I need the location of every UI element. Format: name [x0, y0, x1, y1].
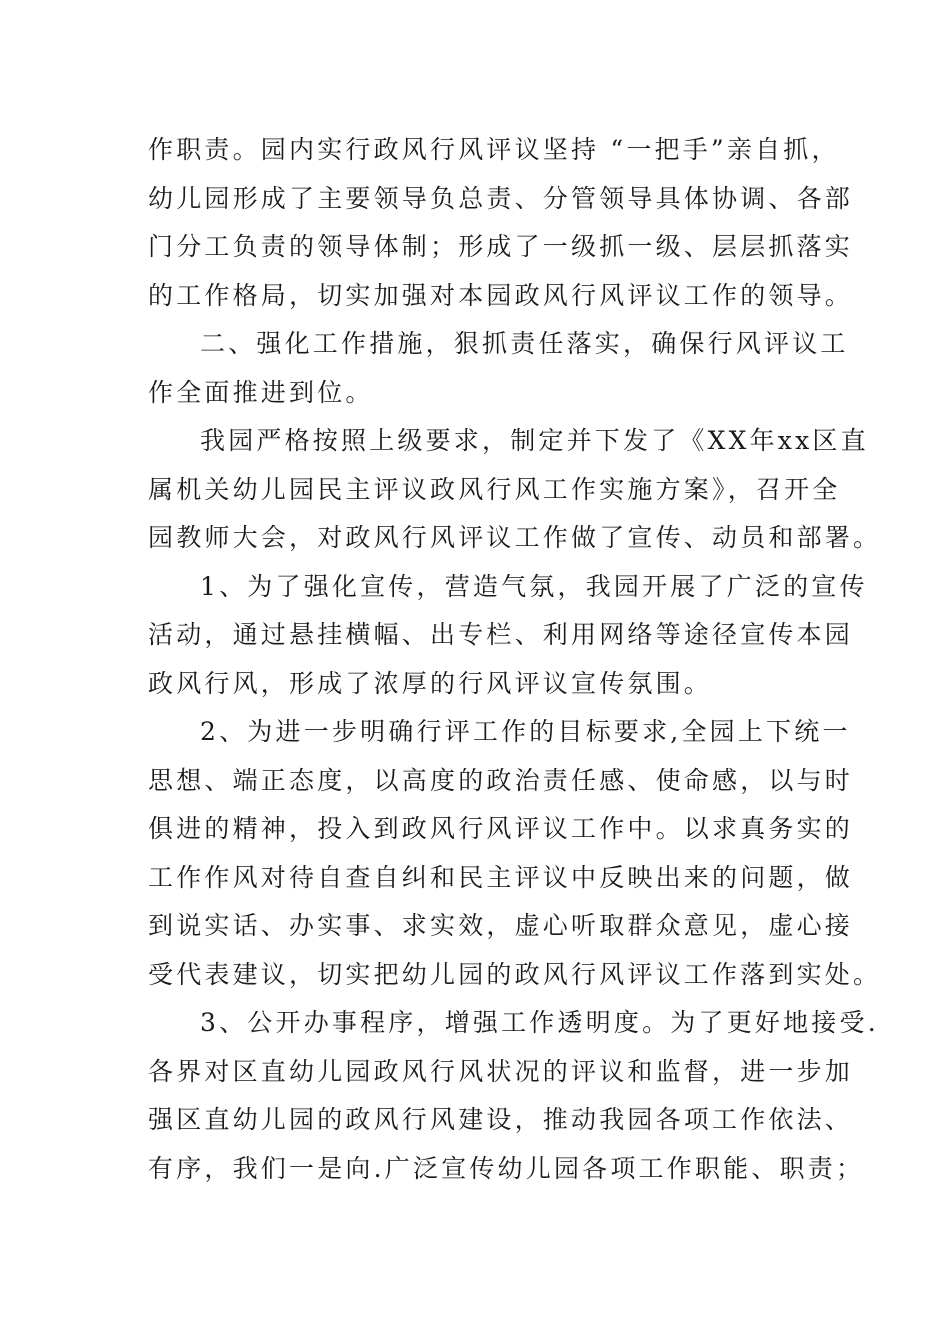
text-line: 有序，我们一是向.广泛宣传幼儿园各项工作职能、职责；	[148, 1153, 865, 1183]
text-line: 属机关幼儿园民主评议政风行风工作实施方案》，召开全	[148, 474, 841, 504]
text-line: 门分工负责的领导体制；形成了一级抓一级、层层抓落实	[148, 232, 854, 261]
text-line: 受代表建议，切实把幼儿园的政风行风评议工作落到实处。	[148, 959, 882, 989]
text-line: 思想、端正态度，以高度的政治责任感、使命感，以与时	[148, 765, 854, 795]
text-line: 强区直幼儿园的政风行风建设，推动我园各项工作依法、	[148, 1105, 854, 1134]
text-line: 活动，通过悬挂横幅、出专栏、利用网络等途径宣传本园	[148, 620, 854, 649]
document-body	[148, 126, 882, 1193]
section-heading-line: 作全面推进到位。	[148, 377, 374, 407]
text-line: 各界对区直幼儿园政风行风状况的评议和监督，进一步加	[148, 1056, 854, 1086]
text-line: 政风行风，形成了浓厚的行风评议宣传氛围。	[148, 668, 713, 698]
text-line: 作职责。园内实行政风行风评议坚持 “一把手”亲自抓，	[148, 135, 840, 164]
text-line: 1、为了强化宣传，营造气氛，我园开展了广泛的宣传	[200, 571, 868, 601]
text-line: 2、为进一步明确行评工作的目标要求,全园上下统一	[200, 717, 851, 746]
section-heading-line: 二、强化工作措施，狠抓责任落实，确保行风评议工	[200, 329, 849, 358]
text-line: 的工作格局，切实加强对本园政风行风评议工作的领导。	[148, 280, 854, 310]
text-line: 幼儿园形成了主要领导负总责、分管领导具体协调、各部	[148, 183, 854, 213]
text-line: 我园严格按照上级要求，制定并下发了《XX年xx区直	[200, 426, 869, 455]
text-line: 园教师大会，对政风行风评议工作做了宣传、动员和部署。	[148, 523, 882, 552]
text-line: 3、公开办事程序，增强工作透明度。为了更好地接受.	[200, 1008, 879, 1037]
text-line: 工作作风对待自查自纠和民主评议中反映出来的问题，做	[148, 862, 854, 892]
text-line: 俱进的精神，投入到政风行风评议工作中。以求真务实的	[148, 814, 854, 843]
text-line: 到说实话、办实事、求实效，虚心听取群众意见，虚心接	[148, 911, 854, 940]
